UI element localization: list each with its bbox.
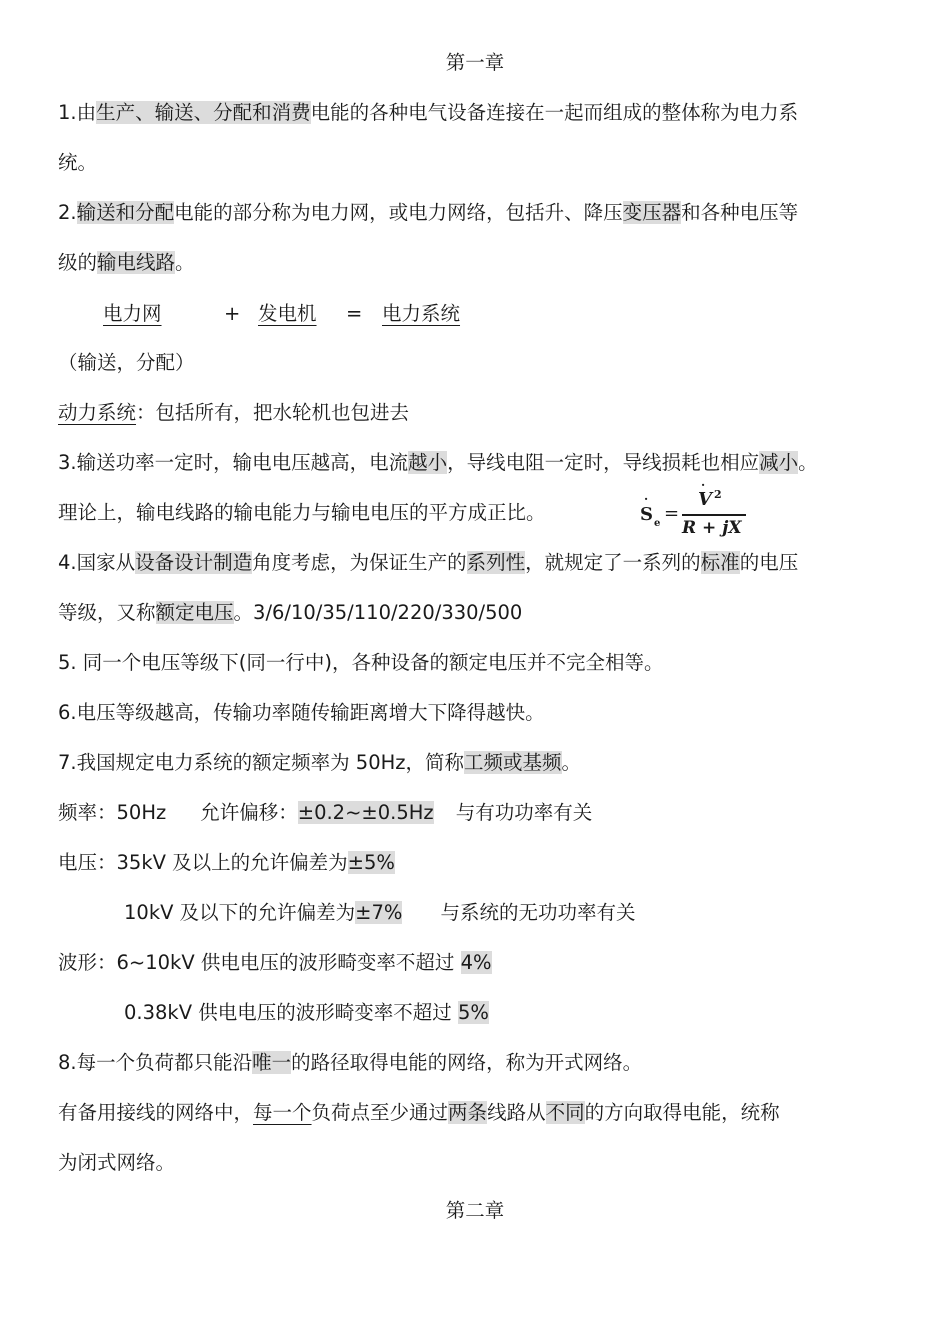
highlight: 设备设计制造	[135, 551, 253, 574]
highlight: 不同	[545, 1101, 585, 1124]
paragraph-3-line-1	[58, 448, 898, 478]
equation-denominator: R + jX	[682, 518, 742, 538]
dot-mark: ·	[701, 478, 706, 492]
highlight: 4%	[460, 951, 492, 974]
formula-equals: =	[346, 302, 363, 325]
equation-power: 2	[713, 488, 722, 501]
text-segment: 3.输送功率一定时，输电电压越高，电流	[58, 451, 409, 474]
formula-term-generator: 发电机	[258, 302, 317, 325]
text-segment: 和各种电压等	[681, 201, 799, 224]
text-segment: 0.38kV 供电电压的波形畸变率不超过	[124, 1001, 458, 1024]
fraction-bar	[682, 514, 746, 516]
text-segment: 10kV 及以下的允许偏差为	[124, 901, 356, 924]
text-segment: 电能的各种电气设备连接在一起而组成的整体称为电力系	[310, 101, 799, 124]
equation-equals: =	[664, 503, 680, 524]
text-segment: 。	[175, 251, 195, 274]
paragraph-8	[58, 1048, 898, 1078]
power-equation	[640, 478, 750, 542]
text-segment: 。3/6/10/35/110/220/330/500	[233, 601, 523, 624]
text-segment: 等级，又称	[58, 601, 156, 624]
highlight: ±7%	[355, 901, 403, 924]
text-segment: 电压：35kV 及以上的允许偏差为	[58, 851, 348, 874]
text-segment: 。	[798, 451, 818, 474]
text-segment: ：包括所有，把水轮机也包进去	[136, 401, 410, 424]
frequency-line	[58, 798, 898, 828]
highlight: 系列性	[466, 551, 526, 574]
waveform-line-1	[58, 948, 898, 978]
paragraph-1-line-1	[58, 98, 898, 128]
dot-mark: ·	[644, 492, 649, 506]
highlight: 输送和分配	[76, 201, 175, 224]
text-segment: 有备用接线的网络中，	[58, 1101, 254, 1124]
paragraph-5: 5. 同一个电压等级下(同一行中)，各种设备的额定电压并不完全相等。	[58, 651, 664, 674]
text-segment: 频率：50Hz	[58, 801, 167, 824]
paragraph-2-line-2	[58, 248, 898, 278]
highlight: ±0.2~±0.5Hz	[297, 801, 434, 824]
text-segment: 的路径取得电能的网络，称为开式网络。	[291, 1051, 643, 1074]
highlight: 标准	[700, 551, 740, 574]
highlight: 两条	[448, 1101, 488, 1124]
voltage-line-2	[124, 898, 898, 928]
text-segment: 电能的部分称为电力网，或电力网络，包括升、降压	[174, 201, 623, 224]
equation-numerator	[698, 488, 722, 510]
highlight: ±5%	[347, 851, 395, 874]
text-segment: 。	[561, 751, 582, 774]
highlight: 5%	[457, 1001, 489, 1024]
formula-plus: +	[224, 302, 241, 325]
paragraph-4-line-1	[58, 548, 898, 578]
paragraph-1-line-2: 统。	[58, 151, 98, 174]
formula-term-system: 电力系统	[382, 302, 461, 325]
waveform-line-2	[124, 998, 898, 1028]
paragraph-4-line-2	[58, 598, 898, 628]
formula-note: （输送，分配）	[58, 351, 195, 374]
text-segment: 的电压	[739, 551, 799, 574]
text-segment: 8.每一个负荷都只能沿	[58, 1051, 253, 1074]
paragraph-2-line-1	[58, 198, 898, 228]
text-segment: 2.	[58, 201, 77, 224]
text-segment: 级的	[58, 251, 98, 274]
voltage-line-1	[58, 848, 898, 878]
power-system-term: 动力系统	[58, 401, 137, 424]
text-segment: 7.我国规定电力系统的额定频率为 50Hz，简称	[58, 751, 465, 774]
formula-term-grid: 电力网	[103, 302, 162, 325]
highlight: 越小	[408, 451, 448, 474]
paragraph-6: 6.电压等级越高，传输功率随传输距离增大下降得越快。	[58, 701, 545, 724]
text-segment: 线路从	[487, 1101, 546, 1124]
text-segment: 与系统的无功功率有关	[440, 901, 636, 924]
paragraph-9-line-2: 为闭式网络。	[58, 1151, 176, 1174]
text-segment: ，就规定了一系列的	[525, 551, 701, 574]
underlined-term: 每一个	[253, 1101, 312, 1124]
text-segment: 波形：6~10kV 供电电压的波形畸变率不超过	[58, 951, 461, 974]
text-segment: ，导线电阻一定时，导线损耗也相应	[447, 451, 760, 474]
text-segment: 负荷点至少通过	[311, 1101, 449, 1124]
chapter-1-title: 第一章	[445, 51, 505, 74]
highlight: 变压器	[622, 201, 682, 224]
highlight: 输电线路	[97, 251, 176, 274]
text-segment: 的方向取得电能，统称	[584, 1101, 780, 1124]
chapter-2-title: 第二章	[445, 1199, 505, 1222]
highlight: 额定电压	[155, 601, 234, 624]
paragraph-3-line-2: 理论上，输电线路的输电能力与输电电压的平方成正比。	[58, 501, 546, 524]
equation-subscript: e	[654, 518, 661, 529]
highlight: 唯一	[252, 1051, 292, 1074]
power-system-line	[58, 398, 898, 428]
text-segment: 角度考虑，为保证生产的	[252, 551, 467, 574]
text-segment: 与有功功率有关	[455, 801, 593, 824]
highlight: 工频或基频	[464, 751, 562, 774]
paragraph-7	[58, 748, 898, 778]
paragraph-9-line-1	[58, 1098, 898, 1128]
text-segment: 1.由	[58, 101, 97, 124]
highlight: 生产、输送、分配和消费	[96, 101, 311, 124]
text-segment: 4.国家从	[58, 551, 136, 574]
highlight: 减小	[759, 451, 799, 474]
equation-lhs: S	[640, 504, 653, 525]
text-segment: 允许偏移：	[200, 801, 298, 824]
equation-numerator-var: V	[698, 489, 712, 510]
